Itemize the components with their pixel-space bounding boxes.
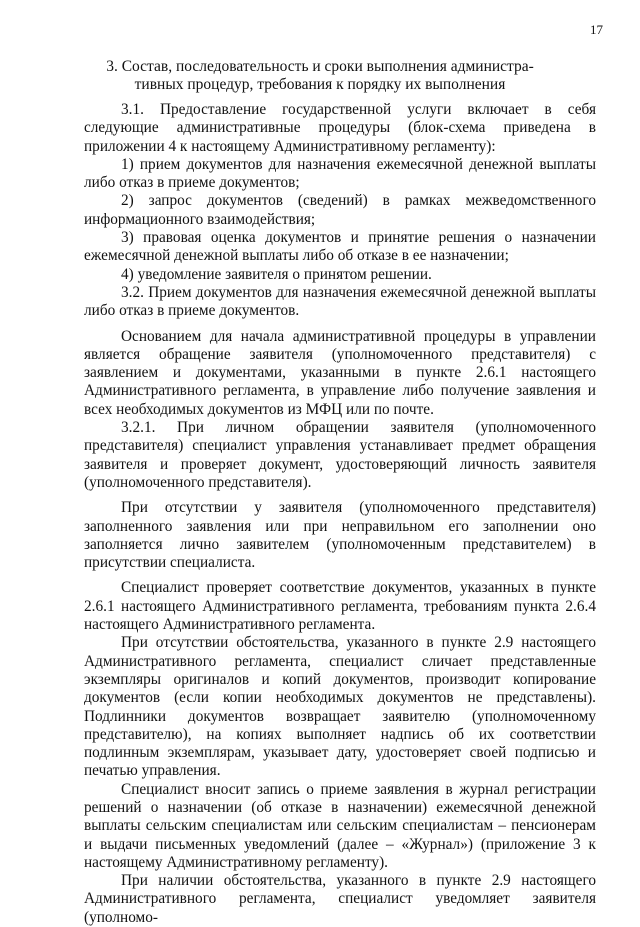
paragraph: 1) прием документов для назначения ежемесячной денежной выплаты либо отказ в приеме документов; — [84, 155, 596, 192]
section-heading — [60, 58, 580, 94]
paragraph: 2) запрос документов (сведений) в рамках межведомственного информационного взаимодействия; — [84, 192, 596, 228]
paragraph: 3) правовая оценка документов и принятие решения о назначении ежемесячной денежной выплаты либо об отказе в ее назначении; — [84, 229, 596, 265]
paragraph: 3.2. Прием документов для назначения ежемесячной денежной выплаты либо отказ в приеме документов. — [84, 283, 596, 320]
section-heading-line: 3. Состав, последовательность и сроки выполнения администра- — [106, 58, 534, 75]
paragraph: 3.2.1. При личном обращении заявителя (уполномоченного представителя) специалист управления устанавливает предмет обращения заявителя и проверяет документ, удостоверяющий личность заявителя (уполномоченного представителя). — [84, 419, 596, 491]
paragraph: Основанием для начала административной процедуры в управлении является обращение заявителя (уполномоченного представителя) с заявлением и документами, указанными в пункте 2.6.1 настоящего Административного регламента, в управление либо получение заявления и всех необходимых документов из МФЦ или по почте. — [84, 327, 596, 418]
page-number: 17 — [590, 22, 603, 37]
paragraph: При отсутствии у заявителя (уполномоченного представителя) заполненного заявления или при неправильном его заполнении оно заполняется лично заявителем (уполномоченным представителем) в присутствии специалиста. — [84, 499, 596, 572]
paragraph: Специалист проверяет соответствие документов, указанных в пункте 2.6.1 настоящего Административного регламента, требованиям пункта 2.6.4 настоящего Административного регламента. — [84, 579, 596, 634]
paragraph: 3.1. Предоставление государственной услуги включает в себя следующие административные процедуры (блок-схема приведена в приложении 4 к настоящему Административному регламенту): — [84, 101, 596, 155]
paragraph: 4) уведомление заявителя о принятом решении. — [121, 265, 432, 283]
paragraph: Специалист вносит запись о приеме заявления в журнал регистрации решений о назначении (об отказе в назначении) ежемесячной денежной выплаты сельским специалистам или сельским специалистам – пенсионерам и выдачи письменных уведомлений (далее – «Журнал») (приложение 3 к настоящему Административному регламенту). — [84, 780, 596, 871]
section-heading-line: тивных процедур, требования к порядку их выполнения — [134, 76, 506, 93]
paragraph: При наличии обстоятельства, указанного в пункте 2.9 настоящего Административного регламента, специалист уведомляет заявителя (уполномо- — [84, 872, 596, 926]
document-body — [84, 101, 596, 927]
paragraph: При отсутствии обстоятельства, указанного в пункте 2.9 настоящего Административного регламента, специалист сличает представленные экземпляры оригиналов и копий документов, производит копирование документов (если копии необходимых документов не представлены). Подлинники документов возвращает заявителю (уполномоченному представителю), на копиях выполняет надпись об их соответствии подлинным экземплярам, указывает дату, удостоверяет своей подписью и печатью управления. — [84, 634, 596, 780]
